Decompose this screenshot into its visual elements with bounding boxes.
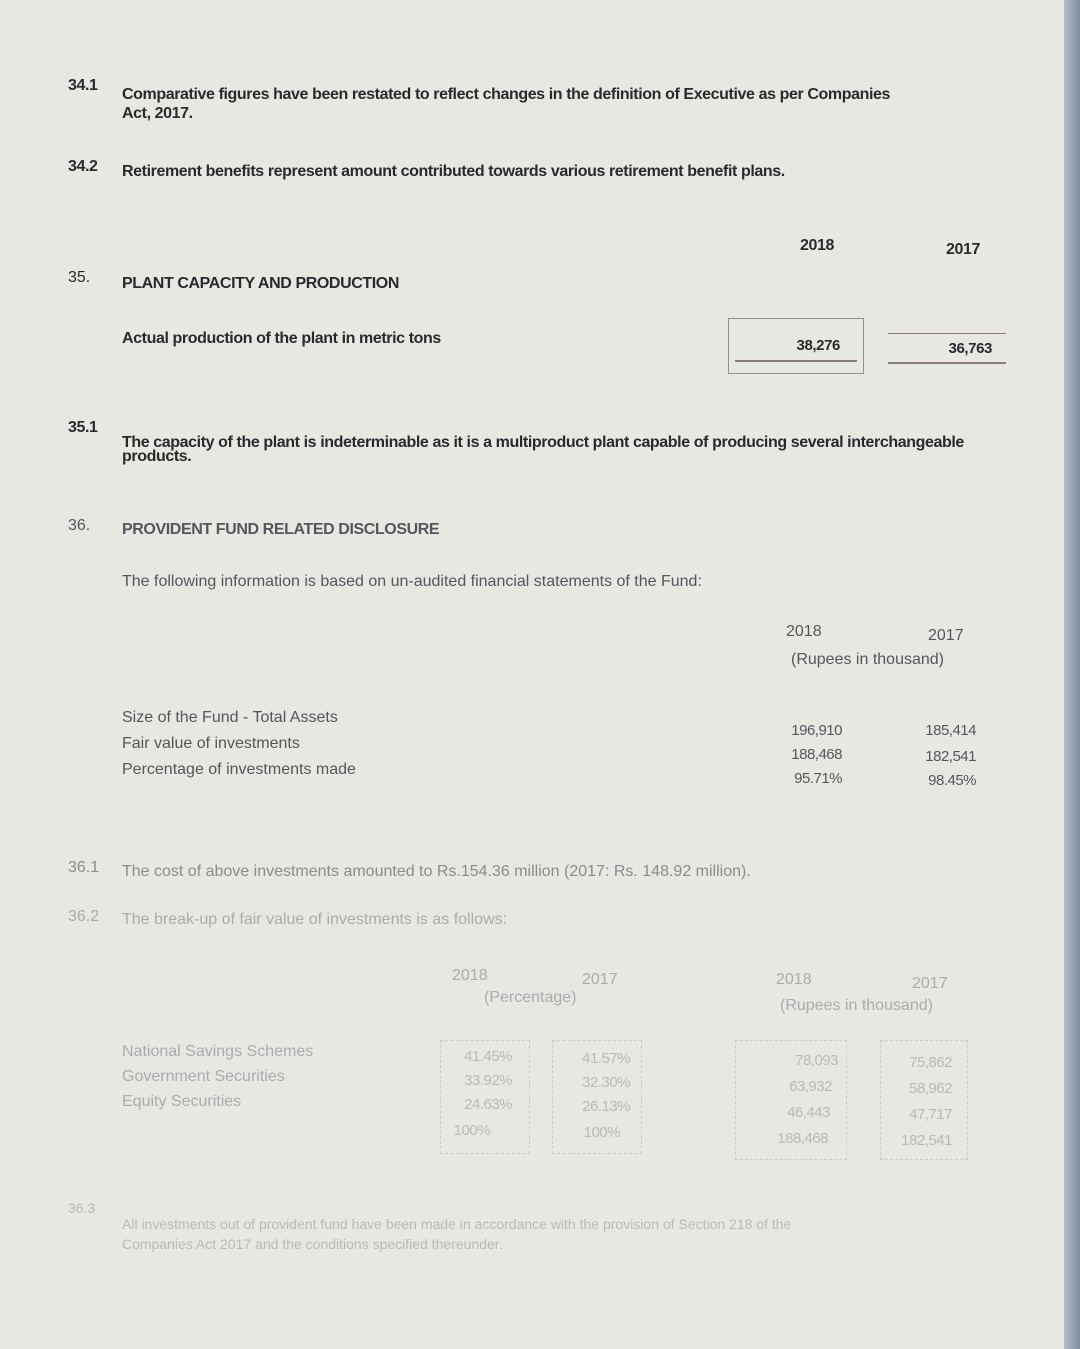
breakup-pct-unit: (Percentage) xyxy=(484,989,577,1006)
note-36-3-line2: Companies Act 2017 and the conditions specified thereunder. xyxy=(122,1236,503,1252)
note-34-2-text: Retirement benefits represent amount contributed towards various retirement benefit plans. xyxy=(122,163,785,180)
pf-percentage-2018: 95.71% xyxy=(794,770,842,787)
breakup-rs-unit: (Rupees in thousand) xyxy=(780,997,933,1014)
note-number-36-2: 36.2 xyxy=(68,908,100,925)
breakup-nss-rs-2018: 78,093 xyxy=(795,1052,838,1069)
breakup-total-rs-2018: 188,468 xyxy=(777,1130,828,1147)
production-value-2018: 38,276 xyxy=(796,337,840,354)
pf-row-label-total-assets: Size of the Fund - Total Assets xyxy=(122,709,338,726)
breakup-pct-year-2018: 2018 xyxy=(452,967,488,984)
breakup-govt-rs-2017: 58,962 xyxy=(909,1080,952,1097)
pf-year-2017: 2017 xyxy=(928,627,964,644)
pf-fair-value-2018: 188,468 xyxy=(791,746,842,763)
pf-total-assets-2018: 196,910 xyxy=(791,722,842,739)
note-34-1-line2: Act, 2017. xyxy=(122,105,193,122)
breakup-row-label-govt-securities: Government Securities xyxy=(122,1068,285,1085)
note-number-35: 35. xyxy=(68,269,91,286)
breakup-row-label-nss: National Savings Schemes xyxy=(122,1043,314,1060)
breakup-row-label-equity: Equity Securities xyxy=(122,1093,242,1110)
screen-edge xyxy=(1064,0,1080,1349)
breakup-equity-pct-2018: 24.63% xyxy=(464,1096,512,1113)
breakup-govt-pct-2018: 33.92% xyxy=(464,1072,512,1089)
breakup-govt-rs-2018: 63,932 xyxy=(789,1078,832,1095)
note-35-1-line1: The capacity of the plant is indeterminable as it is a multiproduct plant capable of producing several interchangeable xyxy=(122,434,964,451)
underline-2017 xyxy=(888,362,1006,364)
pf-percentage-2017: 98.45% xyxy=(928,772,976,789)
pf-year-2018: 2018 xyxy=(786,623,822,640)
note-number-36-1: 36.1 xyxy=(68,859,100,876)
pf-fair-value-2017: 182,541 xyxy=(925,748,976,765)
section-title-plant-capacity: PLANT CAPACITY AND PRODUCTION xyxy=(122,275,399,292)
note-36-1-text: The cost of above investments amounted to Rs.154.36 million (2017: Rs. 148.92 million). xyxy=(122,863,751,880)
note-number-34-2: 34.2 xyxy=(68,158,98,175)
breakup-rs-year-2017: 2017 xyxy=(912,975,948,992)
breakup-equity-pct-2017: 26.13% xyxy=(582,1098,630,1115)
provident-fund-intro: The following information is based on un-audited financial statements of the Fund: xyxy=(122,573,702,590)
breakup-equity-rs-2017: 47,717 xyxy=(909,1106,952,1123)
breakup-nss-rs-2017: 75,862 xyxy=(909,1054,952,1071)
production-value-2017: 36,763 xyxy=(948,340,992,357)
note-35-1-line2: products. xyxy=(122,448,192,465)
pf-total-assets-2017: 185,414 xyxy=(925,722,976,739)
pf-unit-label: (Rupees in thousand) xyxy=(791,651,944,668)
note-number-36-3: 36.3 xyxy=(68,1200,96,1216)
note-36-2-text: The break-up of fair value of investments is as follows: xyxy=(122,911,508,928)
note-36-3-line1: All investments out of provident fund have been made in accordance with the provision of Section 218 of the xyxy=(122,1216,792,1232)
breakup-total-rs-2017: 182,541 xyxy=(901,1132,952,1149)
note-number-36: 36. xyxy=(68,517,91,534)
note-number-35-1: 35.1 xyxy=(68,419,98,436)
breakup-nss-pct-2017: 41.57% xyxy=(582,1050,630,1067)
row-label-actual-production: Actual production of the plant in metric tons xyxy=(122,330,441,347)
breakup-total-pct-2017: 100% xyxy=(583,1124,620,1141)
pf-row-label-fair-value: Fair value of investments xyxy=(122,735,300,752)
note-number-34-1: 34.1 xyxy=(68,77,98,94)
heading-year-2017: 2017 xyxy=(946,241,980,258)
breakup-pct-year-2017: 2017 xyxy=(582,971,618,988)
breakup-equity-rs-2018: 46,443 xyxy=(787,1104,830,1121)
heading-year-2018: 2018 xyxy=(800,237,834,254)
overline-2017 xyxy=(888,333,1006,334)
breakup-nss-pct-2018: 41.45% xyxy=(464,1048,512,1065)
pf-row-label-percentage: Percentage of investments made xyxy=(122,761,356,778)
section-title-provident-fund: PROVIDENT FUND RELATED DISCLOSURE xyxy=(122,521,440,538)
breakup-total-pct-2018: 100% xyxy=(453,1122,490,1139)
underline-2018 xyxy=(735,360,857,362)
note-34-1-line1: Comparative figures have been restated to reflect changes in the definition of Executive as per Companies xyxy=(122,86,891,103)
breakup-rs-year-2018: 2018 xyxy=(776,971,812,988)
breakup-govt-pct-2017: 32.30% xyxy=(582,1074,630,1091)
